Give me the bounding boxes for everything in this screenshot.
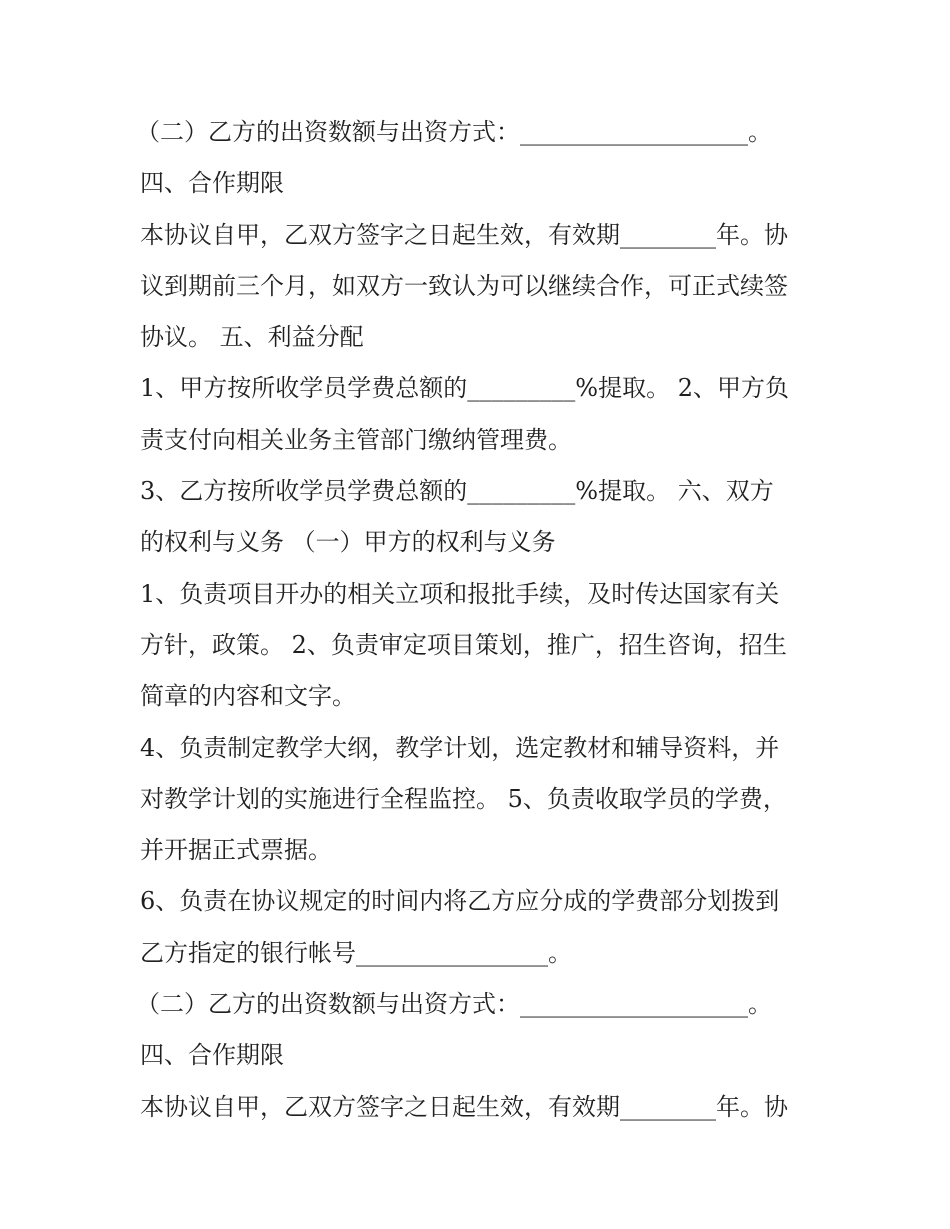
section-heading: 四、合作期限	[140, 169, 284, 198]
text-line: 4、负责制定教学大纲，教学计划，选定教材和辅导资料，并	[140, 733, 780, 762]
section-heading: 四、合作期限	[140, 1041, 284, 1070]
text-line: 3、乙方按所收学员学费总额的_________%提取。 六、双方	[140, 477, 774, 506]
text-line: （二）乙方的出资数额与出资方式：___________________。	[136, 118, 772, 146]
text-line: 并开据正式票据。	[140, 836, 332, 865]
text-line: 方针，政策。 2、负责审定项目策划，推广，招生咨询，招生	[140, 630, 787, 659]
text-line: 议到期前三个月，如双方一致认为可以继续合作，可正式续签	[140, 271, 788, 300]
text-line: 1、负责项目开办的相关立项和报批手续，及时传达国家有关	[140, 579, 780, 608]
document-body	[136, 107, 830, 1133]
text-line: （二）乙方的出资数额与出资方式：___________________。	[136, 990, 772, 1019]
text-line: 对教学计划的实施进行全程监控。 5、负责收取学员的学费，	[140, 784, 787, 813]
text-line: 乙方指定的银行帐号________________。	[140, 938, 572, 967]
text-line: 的权利与义务 （一）甲方的权利与义务	[140, 528, 556, 557]
text-line: 简章的内容和文字。	[140, 682, 356, 711]
text-line: 协议。 五、利益分配	[140, 323, 364, 352]
text-line: 责支付向相关业务主管部门缴纳管理费。	[140, 425, 572, 454]
text-line: 本协议自甲，乙双方签字之日起生效，有效期________年。协	[140, 220, 788, 249]
text-line: 1、甲方按所收学员学费总额的_________%提取。 2、甲方负	[140, 374, 789, 403]
text-line: 本协议自甲，乙双方签字之日起生效，有效期________年。协	[140, 1092, 788, 1121]
text-line: 6、负责在协议规定的时间内将乙方应分成的学费部分划拨到	[140, 887, 780, 916]
